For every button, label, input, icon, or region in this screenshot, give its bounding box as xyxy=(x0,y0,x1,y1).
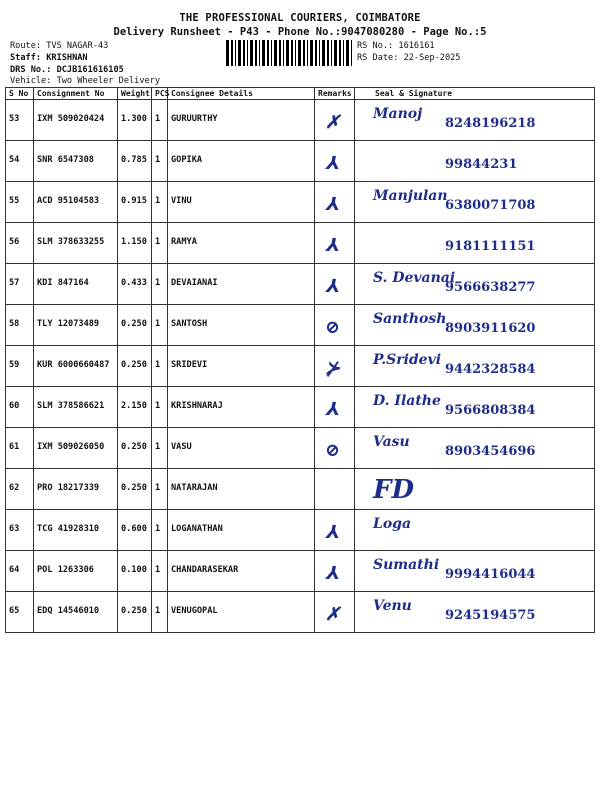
row-seal-signature xyxy=(355,592,595,633)
row-consignment-no: SNR 6547308 xyxy=(34,141,118,182)
row-pcs: 1 xyxy=(152,182,168,223)
row-consignee: DEVAIANAI xyxy=(168,264,315,305)
row-remarks xyxy=(315,305,355,346)
handwritten-signature: Loga xyxy=(373,516,412,532)
row-seal-signature xyxy=(355,510,595,551)
row-consignment-no: PRO 18217339 xyxy=(34,469,118,510)
handwritten-signature: Manjulan xyxy=(373,188,448,204)
row-seal-signature xyxy=(355,469,595,510)
row-consignee: NATARAJAN xyxy=(168,469,315,510)
runsheet-table xyxy=(5,87,595,633)
delivered-check-mark: ⅄ xyxy=(325,235,339,256)
handwritten-signature: Venu xyxy=(373,598,412,614)
handwritten-phone: 99844231 xyxy=(445,157,518,172)
row-consignee: VENUGOPAL xyxy=(168,592,315,633)
row-sno: 53 xyxy=(6,100,34,141)
row-weight: 0.433 xyxy=(118,264,152,305)
handwritten-signature: S. Devanai xyxy=(373,270,456,286)
row-consignee: SRIDEVI xyxy=(168,346,315,387)
row-remarks xyxy=(315,387,355,428)
row-remarks xyxy=(315,510,355,551)
table-row xyxy=(6,305,595,346)
handwritten-signature: FD xyxy=(373,475,415,505)
row-weight: 2.150 xyxy=(118,387,152,428)
row-consignment-no: POL 1263306 xyxy=(34,551,118,592)
header-seal-signature: Seal & Signature xyxy=(355,88,595,100)
table-row xyxy=(6,182,595,223)
row-weight: 0.250 xyxy=(118,428,152,469)
row-sno: 65 xyxy=(6,592,34,633)
row-sno: 62 xyxy=(6,469,34,510)
row-pcs: 1 xyxy=(152,346,168,387)
row-pcs: 1 xyxy=(152,141,168,182)
delivered-check-mark: ⅄ xyxy=(325,153,339,174)
row-pcs: 1 xyxy=(152,551,168,592)
table-row xyxy=(6,141,595,182)
row-pcs: 1 xyxy=(152,469,168,510)
table-row xyxy=(6,346,595,387)
table-row xyxy=(6,592,595,633)
row-seal-signature xyxy=(355,100,595,141)
table-row xyxy=(6,551,595,592)
row-sno: 61 xyxy=(6,428,34,469)
row-pcs: 1 xyxy=(152,592,168,633)
row-weight: 1.300 xyxy=(118,100,152,141)
row-sno: 58 xyxy=(6,305,34,346)
row-consignee: SANTOSH xyxy=(168,305,315,346)
row-consignee: VASU xyxy=(168,428,315,469)
delivered-check-mark: ⊘ xyxy=(325,440,341,461)
table-row xyxy=(6,469,595,510)
drs-label: DRS No.: DCJB161616105 xyxy=(10,65,124,75)
row-remarks xyxy=(315,551,355,592)
delivered-check-mark: ⊘ xyxy=(325,317,341,338)
row-seal-signature xyxy=(355,182,595,223)
row-weight: 0.600 xyxy=(118,510,152,551)
row-seal-signature xyxy=(355,346,595,387)
handwritten-signature: D. Ilathe xyxy=(373,393,441,409)
delivered-check-mark: ✗ xyxy=(325,604,341,625)
row-sno: 56 xyxy=(6,223,34,264)
delivered-check-mark: ⅄ xyxy=(325,276,339,297)
handwritten-phone: 8248196218 xyxy=(445,116,536,131)
row-weight: 0.250 xyxy=(118,592,152,633)
row-sno: 64 xyxy=(6,551,34,592)
route-label: Route: TVS NAGAR-43 xyxy=(10,41,109,51)
handwritten-phone: 9566808384 xyxy=(445,403,536,418)
row-consignment-no: IXM 509026050 xyxy=(34,428,118,469)
row-seal-signature xyxy=(355,223,595,264)
row-consignee: GURUURTHY xyxy=(168,100,315,141)
handwritten-phone: 8903911620 xyxy=(445,321,536,336)
header-remarks: Remarks xyxy=(315,88,355,100)
header-consignee: Consignee Details xyxy=(168,88,315,100)
row-seal-signature xyxy=(355,387,595,428)
row-consignee: KRISHNARAJ xyxy=(168,387,315,428)
staff-label: Staff: KRISHNAN xyxy=(10,53,88,63)
handwritten-signature: Santhosh xyxy=(373,311,447,327)
delivered-check-mark: ⅄ xyxy=(325,522,339,543)
row-pcs: 1 xyxy=(152,305,168,346)
row-consignee: CHANDARASEKAR xyxy=(168,551,315,592)
row-consignment-no: KDI 847164 xyxy=(34,264,118,305)
row-consignment-no: EDQ 14546010 xyxy=(34,592,118,633)
document-title: THE PROFESSIONAL COURIERS, COIMBATORE xyxy=(179,12,421,24)
row-pcs: 1 xyxy=(152,100,168,141)
row-weight: 0.250 xyxy=(118,305,152,346)
delivered-check-mark: ⅄ xyxy=(325,563,339,584)
header-consignment: Consignment No xyxy=(34,88,118,100)
row-sno: 55 xyxy=(6,182,34,223)
row-consignee: VINU xyxy=(168,182,315,223)
rs-date-label: RS Date: 22-Sep-2025 xyxy=(357,53,461,63)
row-sno: 57 xyxy=(6,264,34,305)
row-pcs: 1 xyxy=(152,510,168,551)
handwritten-phone: 8903454696 xyxy=(445,444,536,459)
row-weight: 0.100 xyxy=(118,551,152,592)
row-seal-signature xyxy=(355,305,595,346)
row-seal-signature xyxy=(355,551,595,592)
row-remarks xyxy=(315,346,355,387)
row-pcs: 1 xyxy=(152,223,168,264)
row-pcs: 1 xyxy=(152,428,168,469)
rs-number-label: RS No.: 1616161 xyxy=(357,41,435,51)
table-row xyxy=(6,428,595,469)
handwritten-signature: Vasu xyxy=(373,434,410,450)
delivered-check-mark: ✗ xyxy=(325,112,341,133)
row-consignee: RAMYA xyxy=(168,223,315,264)
handwritten-phone: 9442328584 xyxy=(445,362,536,377)
barcode-image xyxy=(226,40,352,66)
row-consignee: GOPIKA xyxy=(168,141,315,182)
row-consignment-no: IXM 509020424 xyxy=(34,100,118,141)
row-consignment-no: ACD 95104583 xyxy=(34,182,118,223)
row-seal-signature xyxy=(355,428,595,469)
row-consignment-no: KUR 6000660487 xyxy=(34,346,118,387)
document-subtitle: Delivery Runsheet - P43 - Phone No.:9047080280 - Page No.:5 xyxy=(113,26,487,38)
delivered-check-mark: ⅄ xyxy=(325,399,339,420)
row-remarks xyxy=(315,223,355,264)
table-row xyxy=(6,387,595,428)
table-row xyxy=(6,510,595,551)
row-sno: 63 xyxy=(6,510,34,551)
table-header-row xyxy=(6,88,595,100)
row-remarks xyxy=(315,592,355,633)
delivered-check-mark: ⅄ xyxy=(325,194,339,215)
row-seal-signature xyxy=(355,264,595,305)
row-sno: 54 xyxy=(6,141,34,182)
row-weight: 0.250 xyxy=(118,469,152,510)
row-weight: 0.250 xyxy=(118,346,152,387)
row-remarks xyxy=(315,141,355,182)
row-pcs: 1 xyxy=(152,264,168,305)
handwritten-phone: 6380071708 xyxy=(445,198,536,213)
row-remarks xyxy=(315,428,355,469)
row-remarks xyxy=(315,264,355,305)
row-weight: 0.785 xyxy=(118,141,152,182)
row-remarks xyxy=(315,100,355,141)
handwritten-phone: 9245194575 xyxy=(445,608,536,623)
row-consignment-no: SLM 378633255 xyxy=(34,223,118,264)
handwritten-phone: 9181111151 xyxy=(445,239,536,254)
table-row xyxy=(6,264,595,305)
row-consignment-no: SLM 378586621 xyxy=(34,387,118,428)
row-sno: 60 xyxy=(6,387,34,428)
header-sno: S No xyxy=(6,88,34,100)
delivered-check-mark: ⊁ xyxy=(325,358,341,379)
handwritten-signature: Manoj xyxy=(373,106,423,122)
handwritten-phone: 9566638277 xyxy=(445,280,536,295)
vehicle-label: Vehicle: Two Wheeler Delivery xyxy=(10,76,161,86)
header-weight: Weight xyxy=(118,88,152,100)
row-weight: 0.915 xyxy=(118,182,152,223)
header-pcs: PCS xyxy=(152,88,168,100)
row-consignment-no: TLY 12073489 xyxy=(34,305,118,346)
row-consignment-no: TCG 41928310 xyxy=(34,510,118,551)
handwritten-signature: Sumathi xyxy=(373,557,440,573)
row-pcs: 1 xyxy=(152,387,168,428)
table-row xyxy=(6,223,595,264)
row-sno: 59 xyxy=(6,346,34,387)
table-row xyxy=(6,100,595,141)
row-remarks xyxy=(315,182,355,223)
row-consignee: LOGANATHAN xyxy=(168,510,315,551)
handwritten-phone: 9994416044 xyxy=(445,567,536,582)
row-seal-signature xyxy=(355,141,595,182)
handwritten-signature: P.Sridevi xyxy=(373,352,442,368)
row-weight: 1.150 xyxy=(118,223,152,264)
row-remarks xyxy=(315,469,355,510)
